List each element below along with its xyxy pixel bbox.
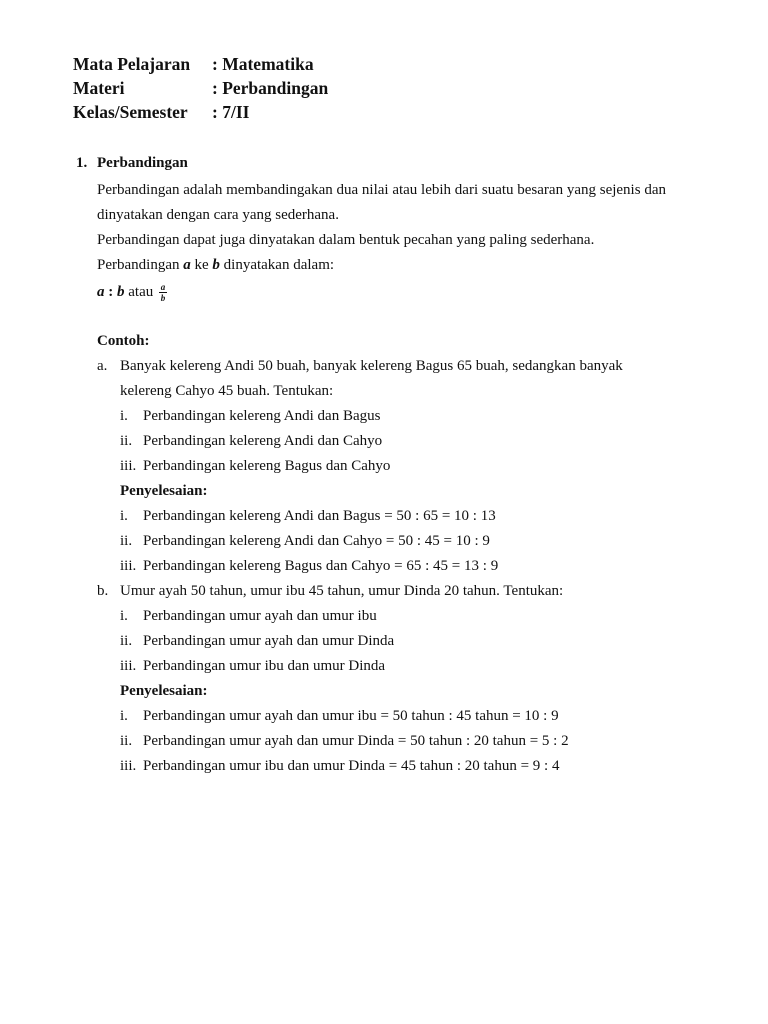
- text-fragment: dinyatakan dalam:: [219, 257, 335, 273]
- variable-b: b: [212, 257, 220, 273]
- list-text: Perbandingan umur ayah dan umur Dinda = 50 tahun : 20 tahun = 5 : 2: [143, 733, 569, 749]
- header-label: Materi: [73, 78, 125, 98]
- spacer: [97, 307, 707, 329]
- list-item: [97, 704, 707, 729]
- header-label: Kelas/Semester: [73, 102, 188, 122]
- header-value: : Matematika: [212, 54, 314, 74]
- header-row-material: [73, 76, 328, 100]
- list-item: [97, 654, 707, 679]
- list-text: Perbandingan kelereng Andi dan Bagus: [143, 408, 381, 424]
- header-row-subject: [73, 52, 328, 76]
- list-item: [97, 529, 707, 554]
- list-text: Perbandingan umur ayah dan umur Dinda: [143, 633, 395, 649]
- list-label: iii.: [120, 558, 137, 574]
- section-body: [97, 178, 707, 779]
- paragraph-line: dinyatakan dengan cara yang sederhana.: [97, 207, 339, 223]
- list-text: Perbandingan kelereng Andi dan Cahyo: [143, 433, 383, 449]
- list-label: iii.: [120, 758, 137, 774]
- list-label: iii.: [120, 658, 137, 674]
- variable-a: a: [97, 284, 105, 300]
- list-text: Perbandingan kelereng Bagus dan Cahyo: [143, 458, 391, 474]
- example-heading: Contoh:: [97, 333, 150, 349]
- paragraph-line: [97, 253, 707, 278]
- solution-heading: Penyelesaian:: [120, 683, 208, 699]
- fraction: [159, 282, 167, 303]
- ratio-colon: :: [104, 284, 117, 300]
- list-label: ii.: [120, 633, 133, 649]
- list-label: i.: [120, 708, 128, 724]
- example-a: [97, 354, 707, 379]
- list-label: ii.: [120, 733, 133, 749]
- list-item: [97, 554, 707, 579]
- list-item: [97, 404, 707, 429]
- ratio-formula: [97, 278, 707, 307]
- text-fragment: ke: [190, 257, 213, 273]
- paragraph-line: Perbandingan dapat juga dinyatakan dalam bentuk pecahan yang paling sederhana.: [97, 232, 595, 248]
- list-text: Perbandingan kelereng Andi dan Bagus = 50 : 65 = 10 : 13: [143, 508, 496, 524]
- text-fragment: atau: [124, 284, 157, 300]
- list-item: [97, 454, 707, 479]
- list-label: a.: [97, 358, 108, 374]
- list-text: Perbandingan umur ayah dan umur ibu: [143, 608, 377, 624]
- list-item: [97, 629, 707, 654]
- list-text: Perbandingan umur ibu dan umur Dinda: [143, 658, 386, 674]
- text-fragment: Perbandingan: [97, 257, 184, 273]
- header-row-class: [73, 100, 328, 124]
- header-value: : Perbandingan: [212, 78, 329, 98]
- list-label: i.: [120, 608, 128, 624]
- section-title: Perbandingan: [97, 155, 188, 171]
- example-text: Umur ayah 50 tahun, umur ibu 45 tahun, umur Dinda 20 tahun. Tentukan:: [120, 583, 564, 599]
- paragraph-line: Perbandingan adalah membandingakan dua nilai atau lebih dari suatu besaran yang sejenis dan: [97, 182, 666, 198]
- list-label: i.: [120, 508, 128, 524]
- list-text: Perbandingan umur ibu dan umur Dinda = 45 tahun : 20 tahun = 9 : 4: [143, 758, 560, 774]
- list-item: [97, 754, 707, 779]
- header-label: Mata Pelajaran: [73, 54, 191, 74]
- solution-heading: Penyelesaian:: [120, 483, 208, 499]
- list-label: i.: [120, 408, 128, 424]
- list-item: [97, 604, 707, 629]
- section-number: 1.: [76, 155, 88, 171]
- variable-a: a: [183, 257, 191, 273]
- section-heading: [76, 153, 188, 173]
- example-text-continued: kelereng Cahyo 45 buah. Tentukan:: [120, 383, 334, 399]
- header-info: [73, 52, 328, 124]
- fraction-numerator: a: [160, 282, 166, 293]
- header-value: : 7/II: [212, 102, 250, 122]
- list-label: ii.: [120, 533, 133, 549]
- fraction-denominator: b: [160, 293, 166, 304]
- list-label: iii.: [120, 458, 137, 474]
- list-text: Perbandingan umur ayah dan umur ibu = 50 tahun : 45 tahun = 10 : 9: [143, 708, 559, 724]
- variable-b: b: [117, 284, 125, 300]
- list-label: ii.: [120, 433, 133, 449]
- list-text: Perbandingan kelereng Bagus dan Cahyo = 65 : 45 = 13 : 9: [143, 558, 499, 574]
- list-item: [97, 504, 707, 529]
- example-b: [97, 579, 707, 604]
- list-item: [97, 729, 707, 754]
- example-text: Banyak kelereng Andi 50 buah, banyak kelereng Bagus 65 buah, sedangkan banyak: [120, 358, 623, 374]
- list-item: [97, 429, 707, 454]
- list-label: b.: [97, 583, 109, 599]
- list-text: Perbandingan kelereng Andi dan Cahyo = 50 : 45 = 10 : 9: [143, 533, 490, 549]
